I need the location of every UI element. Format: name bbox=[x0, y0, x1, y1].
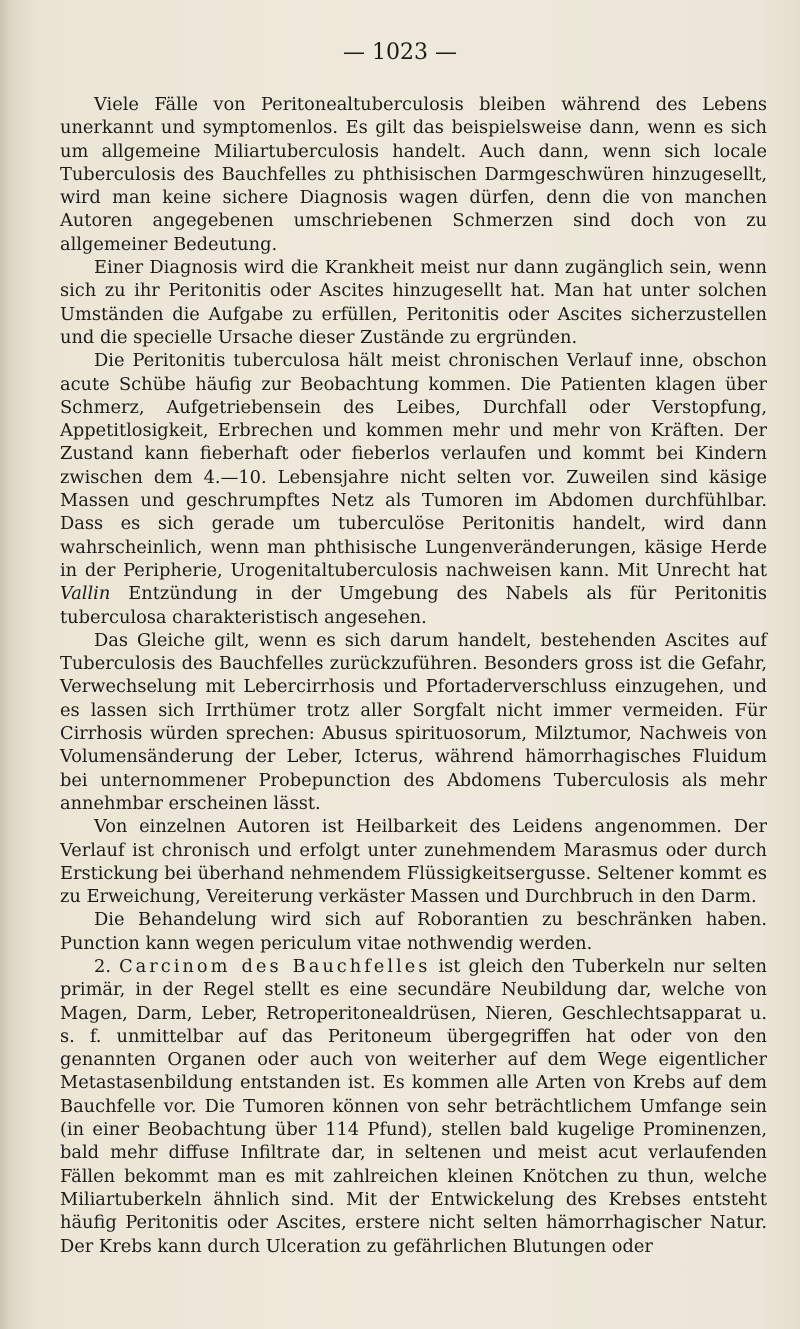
page-number: — 1023 — bbox=[343, 40, 457, 65]
author-name-vallin: Vallin bbox=[60, 583, 111, 605]
paragraph-2: Einer Diagnosis wird die Krankheit meist nur dann zugänglich sein, wenn sich zu ihr Peritonitis oder Ascites hinzugesellt hat. Man hat unter solchen Umständen die Aufgabe zu erfüllen, Peritonitis oder Ascites sicherzustellen und die specielle Ursache dieser Zustände zu ergründen. bbox=[60, 257, 767, 348]
paragraph-7-text: ist gleich den Tuberkeln nur selten primär, in der Regel stellt es eine secundäre Neubildung dar, welche von Magen, Darm, Leber, Retroperitonealdrüsen, Nieren, Geschlechtsapparat u. s. f. unmittelbar auf das Peritoneum übergegriffen hat oder von den genannten Organen oder auch von weiterher auf dem Wege eigentlicher Metastasenbildung entstanden ist. Es kommen alle Arten von Krebs auf dem Bauchfelle vor. Die Tumoren können von sehr beträchtlichem Umfange sein (in einer Beobachtung über 114 Pfund), stellen bald kugelige Prominenzen, bald mehr diffuse Infiltrate dar, in seltenen und meist acut verlaufenden Fällen bekommt man es mit zahlreichen kleinen Knötchen zu thun, welche Miliartuberkeln ähnlich sind. Mit der Entwickelung des Krebses entsteht häufig Peritonitis oder Ascites, erstere nicht selten hämorrhagischer Natur. Der Krebs kann durch Ulceration zu gefährlichen Blutungen oder bbox=[60, 955, 767, 1257]
section-heading: Carcinom des Bauchfelles bbox=[119, 955, 431, 977]
paragraph-3-continuation: Entzündung in der Umgebung des Nabels als für Peritonitis tuberculosa charakteristisch angesehen. bbox=[60, 583, 767, 628]
paragraph-5: Von einzelnen Autoren ist Heilbarkeit des Leidens angenommen. Der Verlauf ist chronisch und erfolgt unter zunehmendem Marasmus oder durch Erstickung bei überhand nehmendem Flüssigkeitsergusse. Seltener kommt es zu Erweichung, Vereiterung verkäster Massen und Durchbruch in den Darm. bbox=[60, 816, 767, 908]
paragraph-6: Die Behandelung wird sich auf Roborantien zu beschränken haben. Punction kann wegen periculum vitae nothwendig werden. bbox=[60, 909, 767, 954]
paragraph-3 bbox=[60, 349, 767, 629]
paragraph-4: Das Gleiche gilt, wenn es sich darum handelt, bestehenden Ascites auf Tuberculosis des Bauchfelles zurückzuführen. Besonders gross ist die Gefahr, Verwechselung mit Lebercirrhosis und Pfortaderverschluss einzugehen, und es lassen sich Irrthümer trotz aller Sorgfalt nicht immer vermeiden. Für Cirrhosis würden sprechen: Abusus spirituosorum, Milztumor, Nachweis von Volumensänderung der Leber, Icterus, während hämorrhagisches Fluidum bei unternommener Probepunction des Abdomens Tuberculosis als mehr annehmbar erscheinen lässt. bbox=[60, 629, 767, 814]
paragraph-1: Viele Fälle von Peritonealtuberculosis bleiben während des Lebens unerkannt und symptomenlos. Es gilt das beispielsweise dann, wenn es sich um allgemeine Miliartuberculosis handelt. Auch dann, wenn sich locale Tuberculosis des Bauchfelles zu phthisischen Darmgeschwüren hinzugesellt, wird man keine sichere Diagnosis wagen dürfen, denn die von manchen Autoren angegebenen umschriebenen Schmerzen sind doch von zu allgemeiner Bedeutung. bbox=[60, 94, 767, 255]
page-body bbox=[60, 93, 767, 1258]
paragraph-7 bbox=[60, 955, 767, 1258]
section-number: 2. bbox=[94, 955, 120, 977]
paragraph-3-text: Die Peritonitis tuberculosa hält meist chronischen Verlauf inne, obschon acute Schübe häufig zur Beobachtung kommen. Die Patienten klagen über Schmerz, Aufgetriebensein des Leibes, Durchfall oder Verstopfung, Appetitlosigkeit, Erbrechen und kommen mehr und mehr von Kräften. Der Zustand kann fieberhaft oder fieberlos verlaufen und kommt bei Kindern zwischen dem 4.—10. Lebensjahre nicht selten vor. Zuweilen sind käsige Massen und geschrumpftes Netz als Tumoren im Abdomen durchfühlbar. Dass es sich gerade um tuberculöse Peritonitis handelt, wird dann wahrscheinlich, wenn man phthisische Lungenveränderungen, käsige Herde in der Peripherie, Urogenitaltuberculosis nachweisen kann. Mit Unrecht hat bbox=[60, 350, 767, 581]
